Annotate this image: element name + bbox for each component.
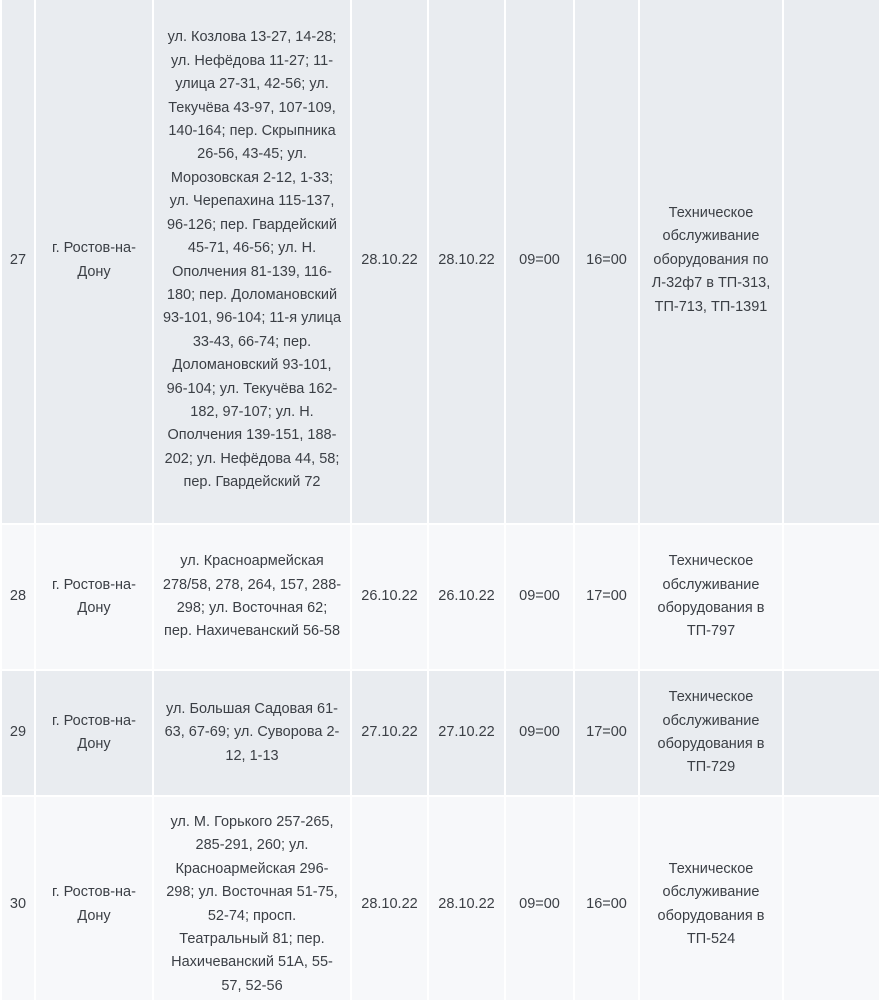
- table-row: [2, 0, 879, 523]
- start-time-cell: 09=00: [506, 797, 573, 1000]
- row-number: 30: [2, 797, 34, 1000]
- row-number: 28: [2, 525, 34, 669]
- row-number: 29: [2, 671, 34, 795]
- work-description-cell: Техническое обслуживание оборудования в ТП-797: [640, 525, 782, 669]
- start-date-cell: 28.10.22: [352, 0, 427, 523]
- table-row: [2, 525, 879, 669]
- city-cell: г. Ростов-на-Дону: [36, 797, 152, 1000]
- end-time-cell: 16=00: [575, 797, 638, 1000]
- extra-cell: [784, 671, 879, 795]
- addresses-cell: ул. Козлова 13-27, 14-28; ул. Нефёдова 11-27; 11-улица 27-31, 42-56; ул. Текучёва 43-97, 107-109, 140-164; пер. Скрыпника 26-56, 43-45; ул. Морозовская 2-12, 1-33; ул. Черепахина 115-137, 96-126; пер. Гвардейский 45-71, 46-56; ул. Н. Ополчения 81-139, 116-180; пер. Доломановский 93-101, 96-104; 11-я улица 33-43, 66-74; пер. Доломановский 93-101, 96-104; ул. Текучёва 162-182, 97-107; ул. Н. Ополчения 139-151, 188-202; ул. Нефёдова 44, 58; пер. Гвардейский 72: [154, 0, 350, 523]
- start-date-cell: 28.10.22: [352, 797, 427, 1000]
- addresses-cell: ул. Красноармейская 278/58, 278, 264, 157, 288-298; ул. Восточная 62; пер. Нахичеванский 56-58: [154, 525, 350, 669]
- end-time-cell: 16=00: [575, 0, 638, 523]
- start-date-cell: 27.10.22: [352, 671, 427, 795]
- end-date-cell: 28.10.22: [429, 797, 504, 1000]
- table-row: [2, 797, 879, 1000]
- end-time-cell: 17=00: [575, 671, 638, 795]
- extra-cell: [784, 0, 879, 523]
- work-description-cell: Техническое обслуживание оборудования в ТП-524: [640, 797, 782, 1000]
- end-date-cell: 27.10.22: [429, 671, 504, 795]
- city-cell: г. Ростов-на-Дону: [36, 0, 152, 523]
- city-cell: г. Ростов-на-Дону: [36, 525, 152, 669]
- work-description-cell: Техническое обслуживание оборудования в ТП-729: [640, 671, 782, 795]
- end-time-cell: 17=00: [575, 525, 638, 669]
- work-description-cell: Техническое обслуживание оборудования по Л-32ф7 в ТП-313, ТП-713, ТП-1391: [640, 0, 782, 523]
- start-time-cell: 09=00: [506, 525, 573, 669]
- table-row: [2, 671, 879, 795]
- end-date-cell: 28.10.22: [429, 0, 504, 523]
- end-date-cell: 26.10.22: [429, 525, 504, 669]
- addresses-cell: ул. М. Горького 257-265, 285-291, 260; ул. Красноармейская 296-298; ул. Восточная 51-75, 52-74; просп. Театральный 81; пер. Нахичеванский 51А, 55-57, 52-56: [154, 797, 350, 1000]
- addresses-cell: ул. Большая Садовая 61-63, 67-69; ул. Суворова 2-12, 1-13: [154, 671, 350, 795]
- extra-cell: [784, 525, 879, 669]
- row-number: 27: [2, 0, 34, 523]
- extra-cell: [784, 797, 879, 1000]
- city-cell: г. Ростов-на-Дону: [36, 671, 152, 795]
- start-time-cell: 09=00: [506, 0, 573, 523]
- start-time-cell: 09=00: [506, 671, 573, 795]
- start-date-cell: 26.10.22: [352, 525, 427, 669]
